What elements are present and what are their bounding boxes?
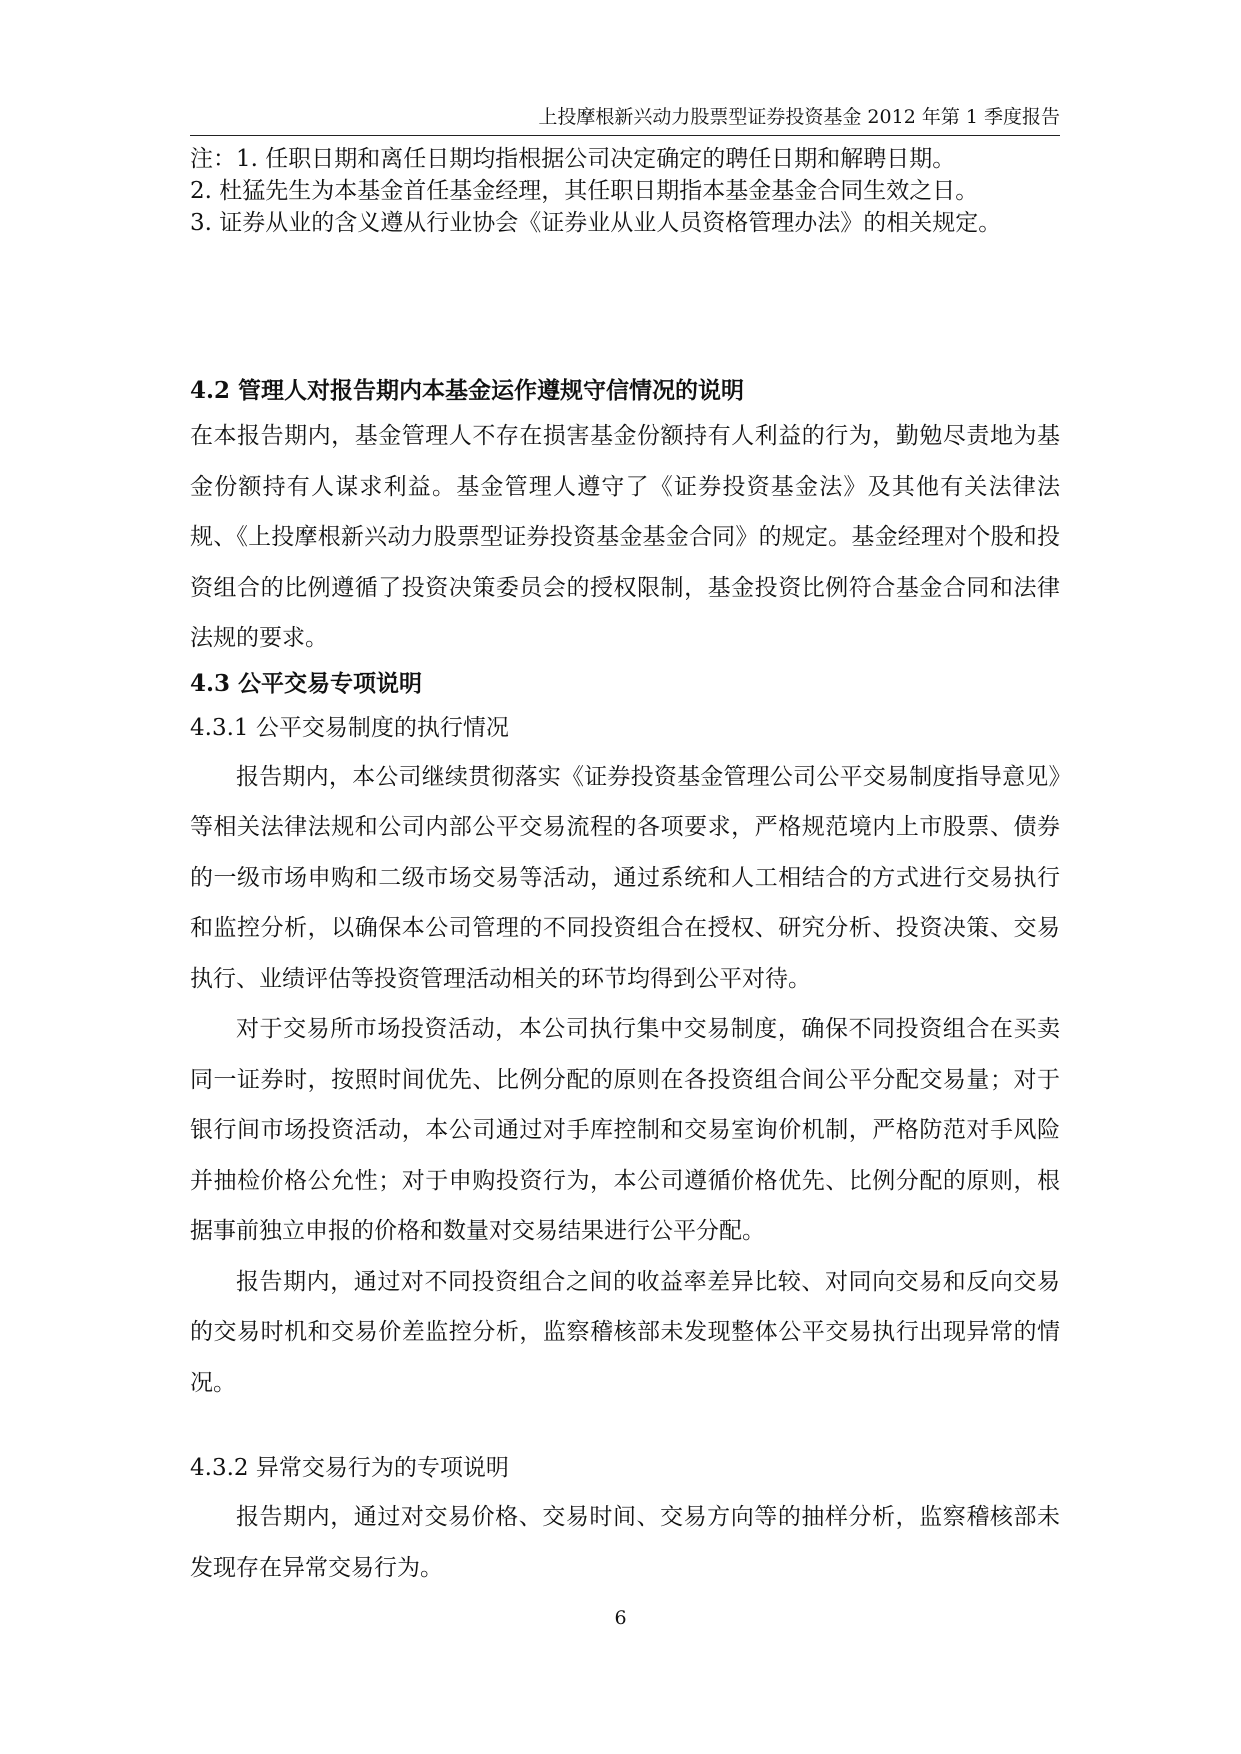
section-4-3-2-paragraph: 报告期内，通过对交易价格、交易时间、交易方向等的抽样分析，监察稽核部未发现存在异常交易行为。 — [190, 1504, 1060, 1581]
note-1: 注：1. 任职日期和离任日期均指根据公司决定确定的聘任日期和解聘日期。 — [190, 146, 956, 172]
section-4-3-1-paragraph: 报告期内，通过对不同投资组合之间的收益率差异比较、对同向交易和反向交易的交易时机和交易价差监控分析，监察稽核部未发现整体公平交易执行出现异常的情况。 — [190, 1268, 1060, 1396]
section-4-2-body: 在本报告期内，基金管理人不存在损害基金份额持有人利益的行为，勤勉尽责地为基金份额持有人谋求利益。基金管理人遵守了《证券投资基金法》及其他有关法律法规、《上投摩根新兴动力股票型证券投资基金基金合同》的规定。基金经理对个股和投资组合的比例遵循了投资决策委员会的授权限制，基金投资比例符合基金合同和法律法规的要求。 — [190, 423, 1060, 651]
note-2: 2. 杜猛先生为本基金首任基金经理，其任职日期指本基金基金合同生效之日。 — [190, 178, 979, 204]
subsection-heading-4-3-1: 4.3.1 公平交易制度的执行情况 — [190, 714, 509, 741]
section-4-3-1-paragraph: 报告期内，本公司继续贯彻落实《证券投资基金管理公司公平交易制度指导意见》等相关法律法规和公司内部公平交易流程的各项要求，严格规范境内上市股票、债券的一级市场申购和二级市场交易等活动，通过系统和人工相结合的方式进行交易执行和监控分析，以确保本公司管理的不同投资组合在授权、研究分析、投资决策、交易执行、业绩评估等投资管理活动相关的环节均得到公平对待。 — [190, 763, 1060, 992]
note-3: 3. 证券从业的含义遵从行业协会《证券业从业人员资格管理办法》的相关规定。 — [190, 210, 1002, 236]
running-header: 上投摩根新兴动力股票型证券投资基金 2012 年第 1 季度报告 — [538, 106, 1060, 128]
section-heading-4-2: 4.2 管理人对报告期内本基金运作遵规守信情况的说明 — [190, 377, 745, 404]
section-heading-4-3: 4.3 公平交易专项说明 — [190, 669, 423, 697]
page-number: 6 — [614, 1607, 627, 1629]
page-content — [190, 143, 1060, 1593]
section-4-3-1-paragraph: 对于交易所市场投资活动，本公司执行集中交易制度，确保不同投资组合在买卖同一证券时，按照时间优先、比例分配的原则在各投资组合间公平分配交易量；对于银行间市场投资活动，本公司通过对手库控制和交易室询价机制，严格防范对手风险并抽检价格公允性；对于申购投资行为，本公司遵循价格优先、比例分配的原则，根据事前独立申报的价格和数量对交易结果进行公平分配。 — [190, 1016, 1060, 1244]
header-rule — [190, 135, 1060, 136]
subsection-heading-4-3-2: 4.3.2 异常交易行为的专项说明 — [190, 1455, 509, 1481]
